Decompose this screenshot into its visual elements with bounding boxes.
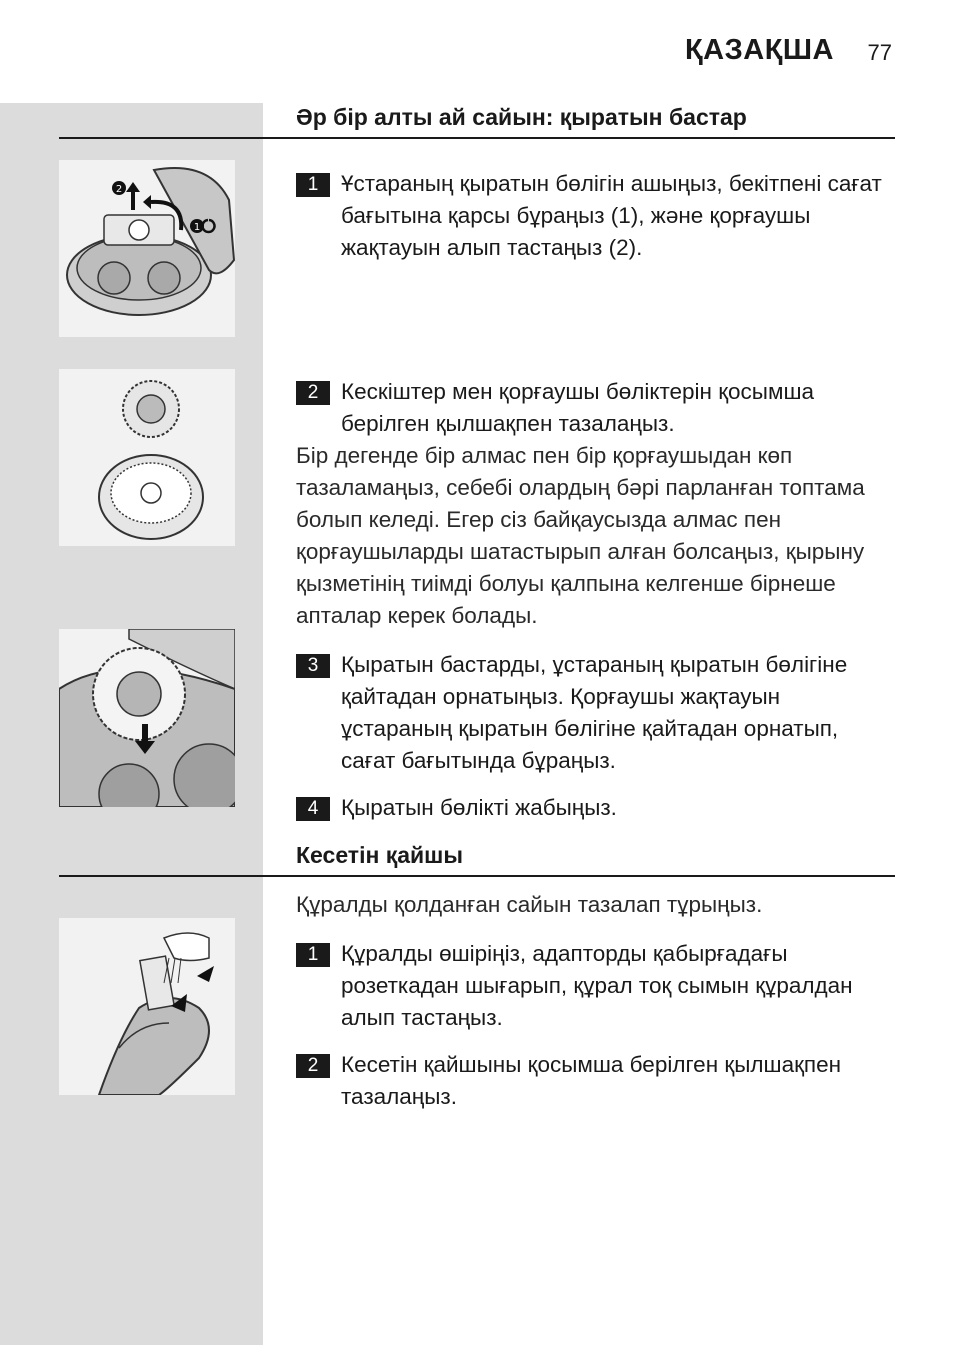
step-number: 2 [296,1054,330,1078]
figure-brush-trimmer [59,918,235,1095]
trimmer-intro: Құралды қолданған сайын тазалап тұрыңыз. [296,892,763,917]
section-rule [59,137,895,139]
pairing-warning-note: Бір дегенде бір алмас пен бір қорғаушыдан көп тазаламаңыз, себебі олардың бәрі парланған топтама болып келеді. Егер сіз байқаусызда алмас пен қорғаушыларды шатастырып алған болсаңыз, қырыну қызметінің тиімді болуы қалпына келгенше бірнеше апталар керек болады. [296,443,865,628]
trimmer-step-1-unplug [296,938,896,1034]
step-text: Құралды өшіріңіз, адапторды қабырғадағы розеткадан шығарып, құрал тоқ сымын құралдан алып тастаңыз. [341,941,853,1030]
step-number: 4 [296,797,330,821]
step-1-open-head [296,168,896,264]
figure-pointer [235,643,263,679]
figure-reinsert-heads [59,629,235,807]
figure-pointer [235,375,263,411]
step-text: Ұстараның қыратын бөлігін ашыңыз, бекітпені сағат бағытына қарсы бұраңыз (1), және қорғаушы жақтауын алып тастаңыз (2). [341,171,882,260]
step-3-reinsert-heads [296,649,896,777]
step-text: Қыратын бастарды, ұстараның қыратын бөлігіне қайтадан орнатыңыз. Қорғаушы жақтауын ұстараның қыратын бөлігіне қайтадан орнатып, сағат бағытында бұраңыз. [341,652,848,773]
figure-pointer [235,1028,263,1064]
section-title-trimmer: Кесетін қайшы [296,842,463,868]
section-rule [59,875,895,877]
figure-open-shaver-head [59,160,235,337]
step-number: 3 [296,654,330,678]
step-text: Кесетін қайшыны қосымша берілген қылшақпен тазалаңыз. [341,1052,842,1109]
step-2-clean-cutters [296,376,896,440]
step-text: Кескіштер мен қорғаушы бөліктерін қосымша берілген қылшақпен тазалаңыз. [341,379,815,436]
figure-cutter-and-guard [59,369,235,546]
section-title-shaving-heads: Әр бір алты ай сайын: қыратын бастар [296,104,747,130]
step-number: 2 [296,381,330,405]
callout-two: 2 [115,184,123,195]
step-number: 1 [296,943,330,967]
step-text: Қыратын бөлікті жабыңыз. [341,795,617,820]
figure-pointer [235,166,263,202]
language-heading: ҚАЗАҚША [684,34,834,66]
step-number: 1 [296,173,330,197]
step-4-close-unit [296,792,896,824]
callout-one: 1 [193,222,201,233]
trimmer-step-2-clean [296,1049,896,1113]
page-number: 77 [867,40,892,65]
